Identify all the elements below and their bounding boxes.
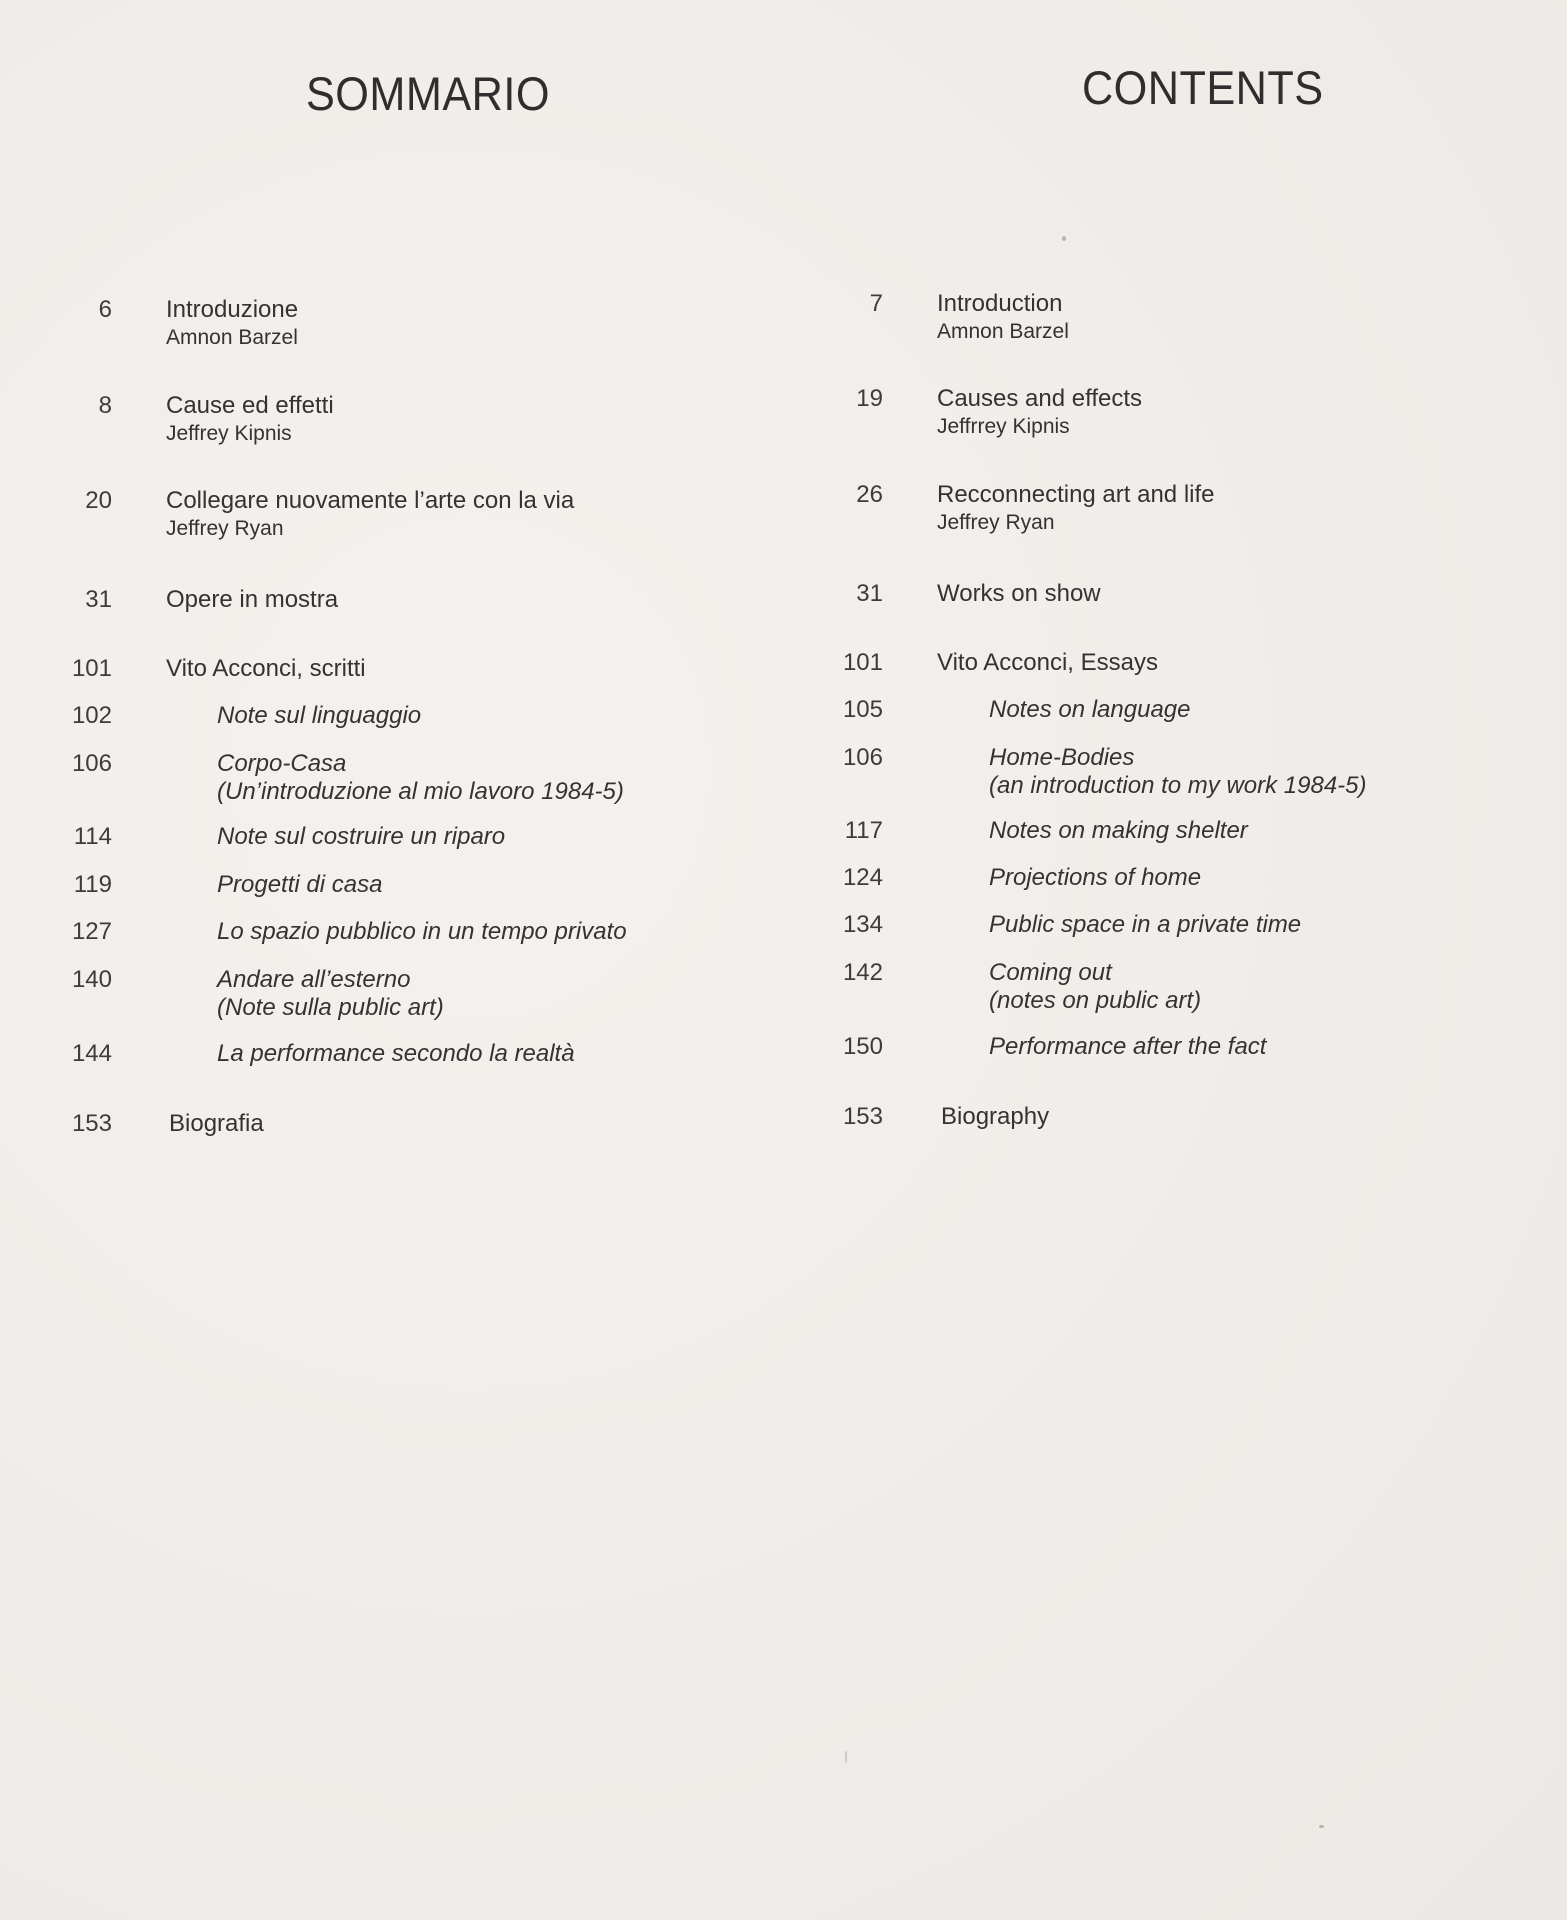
page-number: 26 <box>856 481 883 508</box>
entry-title: La performance secondo la realtà <box>217 1040 575 1067</box>
entry-subtitle: (Un’introduzione al mio lavoro 1984-5) <box>217 778 624 805</box>
entry-title <box>166 392 334 447</box>
heading-contents: CONTENTS <box>1082 61 1324 114</box>
page-number: 124 <box>842 864 883 891</box>
page-number: 20 <box>85 487 112 514</box>
entry-title: Opere in mostra <box>166 586 339 613</box>
entry-title: Biografia <box>169 1110 264 1137</box>
entry-subtitle: (notes on public art) <box>989 987 1202 1014</box>
entry-title: Vito Acconci, Essays <box>937 649 1158 676</box>
entry-author: Amnon Barzel <box>166 326 298 349</box>
entry-title: Performance after the fact <box>989 1033 1267 1060</box>
entry-title <box>166 487 574 542</box>
page-number: 105 <box>842 696 883 723</box>
page-number: 31 <box>85 586 112 613</box>
entry-author: Jeffrey Ryan <box>166 517 284 540</box>
page-number: 19 <box>856 385 883 412</box>
page-number: 153 <box>71 1110 112 1137</box>
entry-title-text: Introduzione <box>166 296 299 323</box>
entry-title-text: Cause ed effetti <box>166 392 334 419</box>
entry-title: Progetti di casa <box>217 871 383 898</box>
page-number: 7 <box>869 290 883 317</box>
entry-title: Projections of home <box>989 864 1202 891</box>
page-number: 101 <box>71 655 112 682</box>
page-number: 134 <box>842 911 883 938</box>
paper-speck <box>845 1751 847 1763</box>
page-number: 117 <box>844 817 883 844</box>
entry-subtitle: (an introduction to my work 1984-5) <box>989 772 1367 799</box>
entry-subtitle: (Note sulla public art) <box>217 994 444 1021</box>
page-number: 101 <box>842 649 883 676</box>
entry-title-text: Recconnecting art and life <box>937 481 1215 508</box>
page-number: 8 <box>98 392 112 419</box>
entry-title-text: Causes and effects <box>937 385 1143 412</box>
page-number: 119 <box>73 871 112 898</box>
entry-author: Jeffrey Kipnis <box>166 422 292 445</box>
entry-author: Jeffrrey Kipnis <box>937 415 1070 438</box>
page-number: 153 <box>842 1103 883 1130</box>
page-number: 106 <box>71 750 112 777</box>
entry-title <box>166 296 298 351</box>
entry-author: Amnon Barzel <box>937 320 1069 343</box>
entry-title: Note sul costruire un riparo <box>217 823 506 850</box>
entry-title <box>937 385 1142 440</box>
paper-speck <box>1062 236 1066 241</box>
entry-title <box>989 959 1201 1015</box>
entry-title <box>937 290 1069 345</box>
entry-title-text: Corpo-Casa <box>217 750 347 777</box>
entry-title: Note sul linguaggio <box>217 702 422 729</box>
entry-title <box>217 750 624 806</box>
entry-title-text: Collegare nuovamente l’arte con la via <box>166 487 575 514</box>
entry-title: Notes on language <box>989 696 1191 723</box>
entry-title: Vito Acconci, scritti <box>166 655 366 682</box>
entry-title-text: Andare all’esterno <box>217 966 411 993</box>
paper-speck <box>1319 1825 1324 1828</box>
entry-title: Notes on making shelter <box>989 817 1248 844</box>
page-number: 114 <box>73 823 112 850</box>
entry-title-text: Introduction <box>937 290 1063 317</box>
page-number: 6 <box>98 296 112 323</box>
entry-title <box>989 744 1367 800</box>
page-number: 102 <box>71 702 112 729</box>
entry-title: Works on show <box>937 580 1101 607</box>
entry-title: Lo spazio pubblico in un tempo privato <box>217 918 627 945</box>
entry-author: Jeffrey Ryan <box>937 511 1055 534</box>
page-number: 127 <box>71 918 112 945</box>
heading-sommario: SOMMARIO <box>306 67 550 120</box>
page-number: 142 <box>842 959 883 986</box>
entry-title-text: Home-Bodies <box>989 744 1135 771</box>
page-number: 106 <box>842 744 883 771</box>
entry-title-text: Coming out <box>989 959 1112 986</box>
entry-title: Public space in a private time <box>989 911 1302 938</box>
page-number: 140 <box>71 966 112 993</box>
page-number: 150 <box>842 1033 883 1060</box>
entry-title: Biography <box>941 1103 1050 1130</box>
entry-title <box>217 966 444 1022</box>
page-number: 144 <box>71 1040 112 1067</box>
page-number: 31 <box>856 580 883 607</box>
entry-title <box>937 481 1215 536</box>
